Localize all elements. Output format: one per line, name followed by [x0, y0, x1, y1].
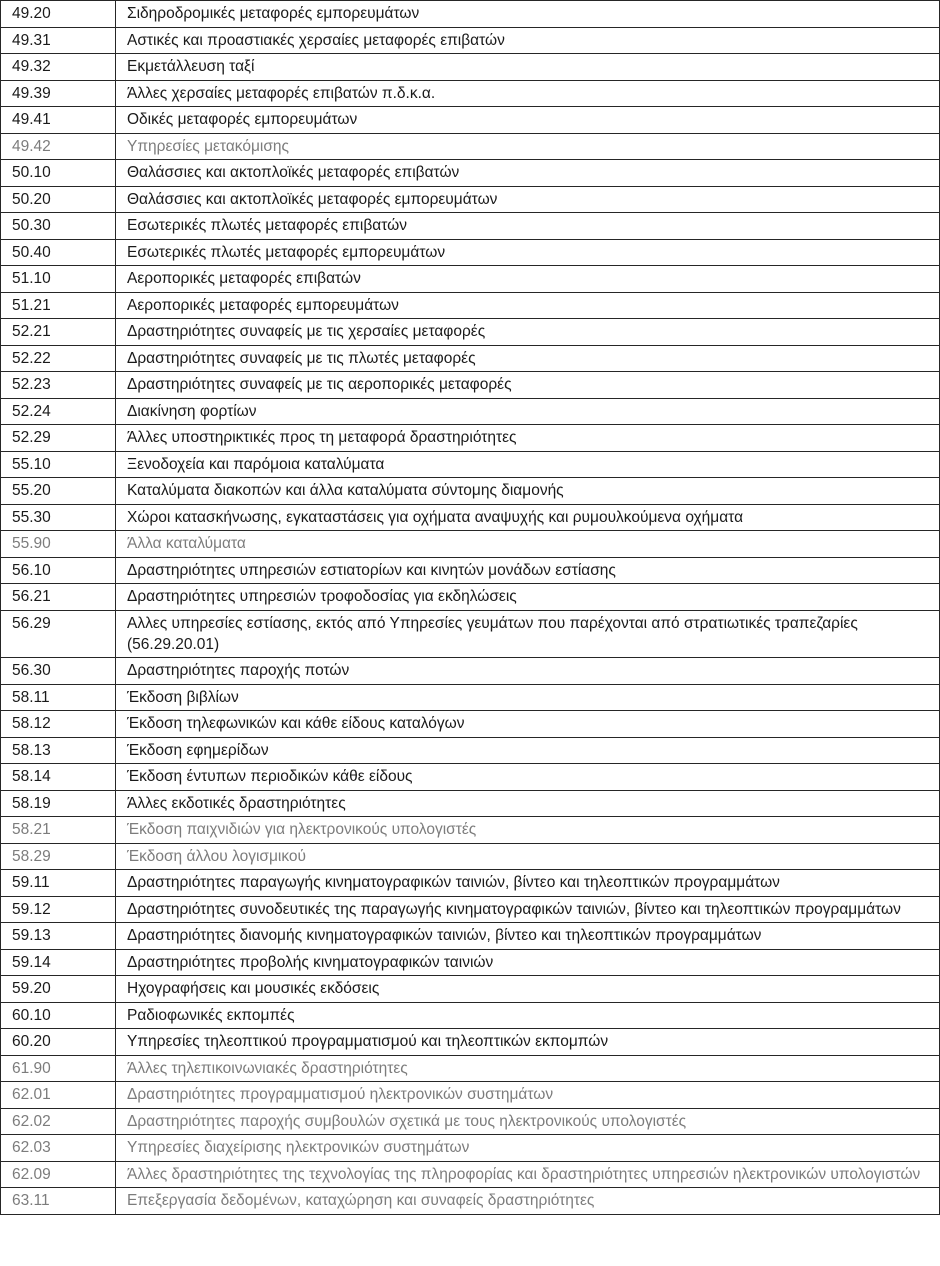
code-cell: 52.24 — [1, 398, 116, 425]
description-cell: Ηχογραφήσεις και μουσικές εκδόσεις — [116, 976, 940, 1003]
code-cell: 59.11 — [1, 870, 116, 897]
code-cell: 56.21 — [1, 584, 116, 611]
description-cell: Δραστηριότητες συναφείς με τις χερσαίες μεταφορές — [116, 319, 940, 346]
code-cell: 56.29 — [1, 610, 116, 658]
code-cell: 58.19 — [1, 790, 116, 817]
code-cell: 62.02 — [1, 1108, 116, 1135]
description-cell: Δραστηριότητες διανομής κινηματογραφικών ταινιών, βίντεο και τηλεοπτικών προγραμμάτων — [116, 923, 940, 950]
table-row — [1, 186, 940, 213]
description-cell: Άλλες χερσαίες μεταφορές επιβατών π.δ.κ.α. — [116, 80, 940, 107]
code-cell: 59.13 — [1, 923, 116, 950]
code-cell: 62.03 — [1, 1135, 116, 1162]
code-cell: 49.31 — [1, 27, 116, 54]
table-row — [1, 1135, 940, 1162]
table-row — [1, 398, 940, 425]
description-cell: Χώροι κατασκήνωσης, εγκαταστάσεις για οχήματα αναψυχής και ρυμουλκούμενα οχήματα — [116, 504, 940, 531]
table-row — [1, 319, 940, 346]
description-cell: Θαλάσσιες και ακτοπλοϊκές μεταφορές επιβατών — [116, 160, 940, 187]
table-row — [1, 292, 940, 319]
code-cell: 61.90 — [1, 1055, 116, 1082]
table-row — [1, 843, 940, 870]
code-cell: 49.39 — [1, 80, 116, 107]
table-row — [1, 764, 940, 791]
table-row — [1, 54, 940, 81]
table-row — [1, 425, 940, 452]
code-cell: 59.14 — [1, 949, 116, 976]
description-cell: Άλλες εκδοτικές δραστηριότητες — [116, 790, 940, 817]
code-cell: 62.09 — [1, 1161, 116, 1188]
description-cell: Εκμετάλλευση ταξί — [116, 54, 940, 81]
table-row — [1, 80, 940, 107]
description-cell: Έκδοση άλλου λογισμικού — [116, 843, 940, 870]
table-row — [1, 976, 940, 1003]
description-cell: Δραστηριότητες παραγωγής κινηματογραφικών ταινιών, βίντεο και τηλεοπτικών προγραμμάτων — [116, 870, 940, 897]
description-cell: Έκδοση εφημερίδων — [116, 737, 940, 764]
description-cell: Ραδιοφωνικές εκπομπές — [116, 1002, 940, 1029]
description-cell: Δραστηριότητες συναφείς με τις αεροπορικές μεταφορές — [116, 372, 940, 399]
description-cell: Θαλάσσιες και ακτοπλοϊκές μεταφορές εμπορευμάτων — [116, 186, 940, 213]
table-row — [1, 451, 940, 478]
table-row — [1, 711, 940, 738]
code-cell: 55.20 — [1, 478, 116, 505]
code-cell: 58.14 — [1, 764, 116, 791]
description-cell: Υπηρεσίες μετακόμισης — [116, 133, 940, 160]
table-row — [1, 610, 940, 658]
description-cell: Έκδοση παιχνιδιών για ηλεκτρονικούς υπολογιστές — [116, 817, 940, 844]
description-cell: Διακίνηση φορτίων — [116, 398, 940, 425]
description-cell: Υπηρεσίες τηλεοπτικού προγραμματισμού και τηλεοπτικών εκπομπών — [116, 1029, 940, 1056]
description-cell: Δραστηριότητες συναφείς με τις πλωτές μεταφορές — [116, 345, 940, 372]
description-cell: Ξενοδοχεία και παρόμοια καταλύματα — [116, 451, 940, 478]
table-row — [1, 160, 940, 187]
code-cell: 49.42 — [1, 133, 116, 160]
code-cell: 59.12 — [1, 896, 116, 923]
code-cell: 58.11 — [1, 684, 116, 711]
code-cell: 59.20 — [1, 976, 116, 1003]
code-cell: 51.10 — [1, 266, 116, 293]
description-cell: Εσωτερικές πλωτές μεταφορές εμπορευμάτων — [116, 239, 940, 266]
code-cell: 55.30 — [1, 504, 116, 531]
code-cell: 52.29 — [1, 425, 116, 452]
code-cell: 52.22 — [1, 345, 116, 372]
code-cell: 52.21 — [1, 319, 116, 346]
code-cell: 50.10 — [1, 160, 116, 187]
table-row — [1, 1, 940, 28]
description-cell: Σιδηροδρομικές μεταφορές εμπορευμάτων — [116, 1, 940, 28]
table-row — [1, 531, 940, 558]
code-cell: 56.10 — [1, 557, 116, 584]
table-row — [1, 896, 940, 923]
table-row — [1, 737, 940, 764]
code-cell: 56.30 — [1, 658, 116, 685]
table-row — [1, 1029, 940, 1056]
description-cell: Δραστηριότητες υπηρεσιών τροφοδοσίας για εκδηλώσεις — [116, 584, 940, 611]
table-row — [1, 107, 940, 134]
table-row — [1, 372, 940, 399]
table-row — [1, 213, 940, 240]
description-cell: Καταλύματα διακοπών και άλλα καταλύματα σύντομης διαμονής — [116, 478, 940, 505]
table-row — [1, 345, 940, 372]
description-cell: Έκδοση βιβλίων — [116, 684, 940, 711]
table-row — [1, 923, 940, 950]
code-cell: 58.12 — [1, 711, 116, 738]
code-cell: 50.30 — [1, 213, 116, 240]
table-row — [1, 817, 940, 844]
description-cell: Αστικές και προαστιακές χερσαίες μεταφορές επιβατών — [116, 27, 940, 54]
code-cell: 55.90 — [1, 531, 116, 558]
description-cell: Δραστηριότητες προβολής κινηματογραφικών ταινιών — [116, 949, 940, 976]
table-row — [1, 1188, 940, 1215]
table-row — [1, 684, 940, 711]
code-cell: 60.10 — [1, 1002, 116, 1029]
description-cell: Δραστηριότητες συνοδευτικές της παραγωγής κινηματογραφικών ταινιών, βίντεο και τηλεοπτικών προγραμμάτων — [116, 896, 940, 923]
table-row — [1, 1082, 940, 1109]
table-row — [1, 790, 940, 817]
description-cell: Άλλες υποστηρικτικές προς τη μεταφορά δραστηριότητες — [116, 425, 940, 452]
description-cell: Δραστηριότητες υπηρεσιών εστιατορίων και κινητών μονάδων εστίασης — [116, 557, 940, 584]
description-cell: Οδικές μεταφορές εμπορευμάτων — [116, 107, 940, 134]
code-cell: 50.20 — [1, 186, 116, 213]
table-row — [1, 133, 940, 160]
code-cell: 49.41 — [1, 107, 116, 134]
description-cell: Άλλα καταλύματα — [116, 531, 940, 558]
code-cell: 60.20 — [1, 1029, 116, 1056]
table-row — [1, 27, 940, 54]
activity-codes-table-body — [1, 1, 940, 1215]
table-row — [1, 584, 940, 611]
description-cell: Έκδοση έντυπων περιοδικών κάθε είδους — [116, 764, 940, 791]
code-cell: 52.23 — [1, 372, 116, 399]
description-cell: Υπηρεσίες διαχείρισης ηλεκτρονικών συστημάτων — [116, 1135, 940, 1162]
description-cell: Δραστηριότητες παροχής ποτών — [116, 658, 940, 685]
code-cell: 50.40 — [1, 239, 116, 266]
table-row — [1, 949, 940, 976]
code-cell: 51.21 — [1, 292, 116, 319]
description-cell: Έκδοση τηλεφωνικών και κάθε είδους καταλόγων — [116, 711, 940, 738]
code-cell: 62.01 — [1, 1082, 116, 1109]
table-row — [1, 1002, 940, 1029]
table-row — [1, 239, 940, 266]
table-row — [1, 478, 940, 505]
code-cell: 49.20 — [1, 1, 116, 28]
table-row — [1, 658, 940, 685]
table-row — [1, 557, 940, 584]
description-cell: Δραστηριότητες παροχής συμβουλών σχετικά με τους ηλεκτρονικούς υπολογιστές — [116, 1108, 940, 1135]
table-row — [1, 504, 940, 531]
table-row — [1, 870, 940, 897]
table-row — [1, 266, 940, 293]
description-cell: Άλλες δραστηριότητες της τεχνολογίας της πληροφορίας και δραστηριότητες υπηρεσιών ηλεκτρονικών υπολογιστών — [116, 1161, 940, 1188]
code-cell: 55.10 — [1, 451, 116, 478]
code-cell: 58.13 — [1, 737, 116, 764]
description-cell: Αλλες υπηρεσίες εστίασης, εκτός από Υπηρεσίες γευμάτων που παρέχονται από στρατιωτικές τραπεζαρίες (56.29.20.01) — [116, 610, 940, 658]
table-row — [1, 1108, 940, 1135]
description-cell: Αεροπορικές μεταφορές εμπορευμάτων — [116, 292, 940, 319]
description-cell: Εσωτερικές πλωτές μεταφορές επιβατών — [116, 213, 940, 240]
description-cell: Επεξεργασία δεδομένων, καταχώρηση και συναφείς δραστηριότητες — [116, 1188, 940, 1215]
code-cell: 58.29 — [1, 843, 116, 870]
description-cell: Δραστηριότητες προγραμματισμού ηλεκτρονικών συστημάτων — [116, 1082, 940, 1109]
description-cell: Άλλες τηλεπικοινωνιακές δραστηριότητες — [116, 1055, 940, 1082]
table-row — [1, 1055, 940, 1082]
code-cell: 49.32 — [1, 54, 116, 81]
code-cell: 58.21 — [1, 817, 116, 844]
description-cell: Αεροπορικές μεταφορές επιβατών — [116, 266, 940, 293]
code-cell: 63.11 — [1, 1188, 116, 1215]
table-row — [1, 1161, 940, 1188]
